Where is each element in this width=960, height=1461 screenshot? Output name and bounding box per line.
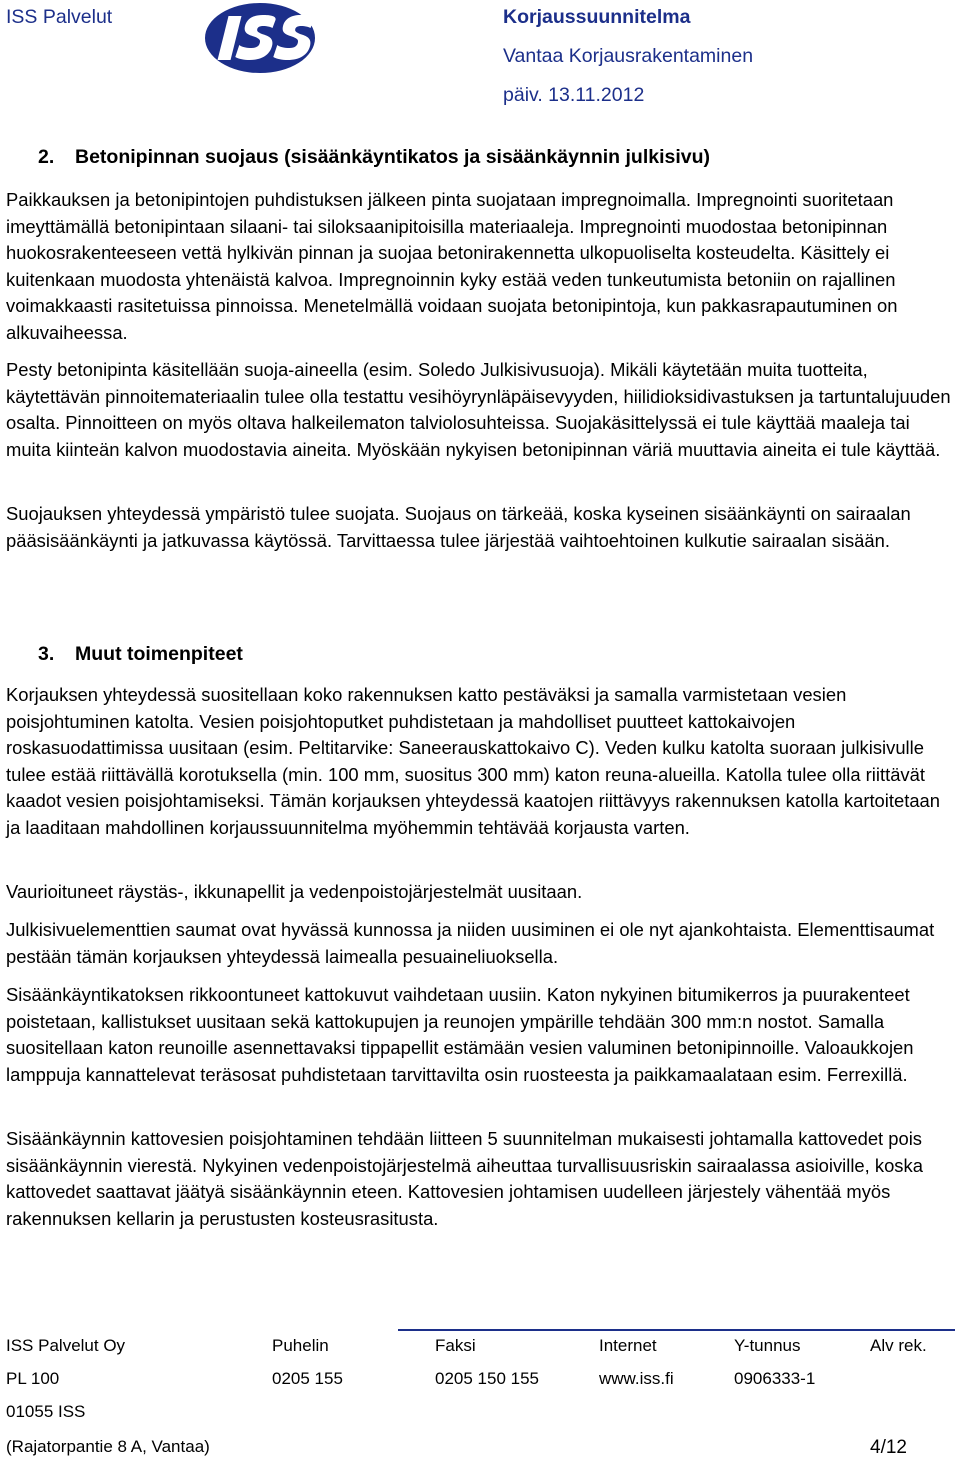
- footer-internet-label: Internet: [599, 1336, 657, 1355]
- paragraph: Suojauksen yhteydessä ympäristö tulee suojata. Suojaus on tärkeää, koska kyseinen sisäänkäynti on sairaalan pääsisäänkäynti ja jatkuvassa käytössä. Tarvittaessa tulee järjestää vaihtoehtoinen kulkutie sairaalan sisään.: [6, 503, 911, 551]
- footer-ytunnus-label: Y-tunnus: [734, 1336, 801, 1355]
- paragraph: Sisäänkäyntikatoksen rikkoontuneet kattokuvut vaihdetaan uusiin. Katon nykyinen bitumikerros ja puurakenteet poistetaan, kallistukset uusitaan sekä kattokupujen ja reunojen ympärille tehdään 300 mm:n nostot. Samalla suositellaan katon reunoille asennettavaksi tippapellit estämään vesien valuminen betonipinnoille. Valoaukkojen lamppuja kannattelevat teräsosat puhdistetaan tarvittavilta osin ruosteesta ja paikkamaalataan esim. Ferrexillä.: [6, 984, 914, 1085]
- section-3-title: Muut toimenpiteet: [75, 643, 243, 665]
- footer-postal-code: 01055 ISS: [6, 1402, 86, 1421]
- page-number: 4/12: [870, 1437, 907, 1458]
- footer-company: ISS Palvelut Oy: [6, 1336, 126, 1355]
- section-2-number: 2.: [38, 146, 55, 168]
- paragraph: Pesty betonipinta käsitellään suoja-aineella (esim. Soledo Julkisivusuoja). Mikäli käytetään muita tuotteita, käytettävän pinnoitemateriaalin tulee olla testattu vesihöyrynläpäisevyyden, hiilidioksidivastuksen ja tartuntalujuuden osalta. Pinnoitteen on myös oltava halkeilematon talviolosuhteissa. Suojakäsittelyssä ei tule käyttää maaleja tai muita kiinteän kalvon muodostavia aineita. Myöskään nykyisen betonipinnan väriä muuttavia aineita ei tule käyttää.: [6, 359, 951, 460]
- paragraph: Paikkauksen ja betonipintojen puhdistuksen jälkeen pinta suojataan impregnoimalla. Impregnointi suoritetaan imeyttämällä betonipintaan silaani- tai siloksaanipitoisilla materiaaleja. Impregnointi muodostaa betonipinnan huokosrakenteeseen vettä hylkivän pinnan ja suojaa betonirakennetta ulkopuoliselta kosteudelta. Käsittely ei kuitenkaan muodosta yhtenäistä kalvoa. Impregnoinnin kyky estää veden tunkeutumista betoniin on rajallinen voimakkaasti rasitetuissa pinnoissa. Menetelmällä voidaan suojata betonipintoja, kun pakkasrapautuminen on alkuvaiheessa.: [6, 189, 898, 343]
- document-date: päiv. 13.11.2012: [503, 84, 645, 106]
- paragraph: Julkisivuelementtien saumat ovat hyvässä kunnossa ja niiden uusiminen ei ole nyt ajankohtaista. Elementtisaumat pestään tämän korjauksen yhteydessä laimealla pesuaineliuoksella.: [6, 919, 935, 967]
- section-2-heading: [38, 146, 710, 169]
- footer-fax-label: Faksi: [435, 1336, 476, 1355]
- document-subtitle: Vantaa Korjausrakentaminen: [503, 45, 754, 67]
- paragraph: Korjauksen yhteydessä suositellaan koko rakennuksen katto pestäväksi ja samalla varmistetaan vesien poisjohtuminen katolta. Vesien poisjohtoputket puhdistetaan ja mahdolliset puutteet kattokaivojen roskasuodattimissa uusitaan (esim. Peltitarvike: Saneerauskattokaivo C). Veden kulku katolta suoraan julkisivulle tulee estää riittävällä korotuksella (min. 100 mm, suositus 300 mm) katon reuna-alueilla. Katolla tulee olla riittävät kaadot vesien poisjohtamiseksi. Tämän korjauksen yhteydessä kaatojen riittävyys rakennuksen katolla kartoitetaan ja laaditaan mahdollinen korjaussuunnitelma myöhemmin tehtävää korjausta varten.: [6, 684, 940, 838]
- footer-po-box: PL 100: [6, 1369, 60, 1388]
- section-2-title: Betonipinnan suojaus (sisäänkäyntikatos ja sisäänkäynnin julkisivu): [75, 146, 711, 168]
- footer-ytunnus: 0906333-1: [734, 1369, 816, 1388]
- footer-alv-label: Alv rek.: [870, 1336, 927, 1355]
- footer-address: (Rajatorpantie 8 A, Vantaa): [6, 1437, 210, 1456]
- footer-fax: 0205 150 155: [435, 1369, 539, 1388]
- section-3-heading: [38, 643, 243, 666]
- iss-logo: [204, 2, 316, 74]
- paragraph: Vaurioituneet räystäs-, ikkunapellit ja vedenpoistojärjestelmät uusitaan.: [6, 881, 583, 902]
- paragraph: Sisäänkäynnin kattovesien poisjohtaminen tehdään liitteen 5 suunnitelman mukaisesti johtamalla kattovedet pois sisäänkäynnin vierestä. Nykyinen vedenpoistojärjestelmä aiheuttaa turvallisuusriskin sairaalassa asioiville, koska kattovedet saattavat jäätyä sisäänkäynnin eteen. Kattovesien johtamisen uudelleen järjestely vähentää myös rakennuksen kellarin ja perustusten kosteusrasitusta.: [6, 1128, 923, 1229]
- footer-website-link[interactable]: www.iss.fi: [599, 1369, 674, 1388]
- section-3-number: 3.: [38, 643, 55, 665]
- footer-phone-label: Puhelin: [272, 1336, 329, 1355]
- footer-phone: 0205 155: [272, 1369, 343, 1388]
- footer-divider: [398, 1329, 955, 1331]
- document-title: Korjaussuunnitelma: [503, 6, 691, 28]
- header-company: ISS Palvelut: [6, 6, 113, 28]
